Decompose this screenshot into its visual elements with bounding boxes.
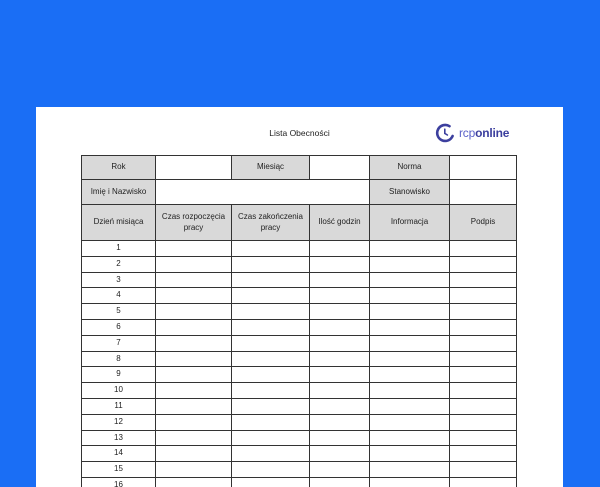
header-row-year (82, 156, 517, 180)
hours-cell[interactable] (310, 335, 370, 351)
start-time-cell[interactable] (156, 446, 232, 462)
end-time-cell[interactable] (232, 446, 310, 462)
sign-cell[interactable] (450, 288, 517, 304)
start-time-cell[interactable] (156, 414, 232, 430)
end-time-cell[interactable] (232, 256, 310, 272)
hours-cell[interactable] (310, 351, 370, 367)
hours-cell[interactable] (310, 414, 370, 430)
hours-cell[interactable] (310, 398, 370, 414)
day-number: 7 (82, 335, 156, 351)
table-row (82, 383, 517, 399)
col-dzien: Dzień misiąca (82, 205, 156, 241)
hours-cell[interactable] (310, 477, 370, 487)
info-cell[interactable] (370, 367, 450, 383)
day-number: 10 (82, 383, 156, 399)
day-number: 15 (82, 462, 156, 478)
start-time-cell[interactable] (156, 383, 232, 399)
start-time-cell[interactable] (156, 335, 232, 351)
end-time-cell[interactable] (232, 477, 310, 487)
col-sign: Podpis (450, 205, 517, 241)
miesiac-field[interactable] (310, 156, 370, 180)
day-number: 8 (82, 351, 156, 367)
day-number: 3 (82, 272, 156, 288)
day-number: 16 (82, 477, 156, 487)
rcponline-logo (435, 123, 509, 143)
end-time-cell[interactable] (232, 304, 310, 320)
col-hours: Ilość godzin (310, 205, 370, 241)
info-cell[interactable] (370, 414, 450, 430)
table-row (82, 446, 517, 462)
hours-cell[interactable] (310, 383, 370, 399)
sign-cell[interactable] (450, 477, 517, 487)
sign-cell[interactable] (450, 398, 517, 414)
day-number: 5 (82, 304, 156, 320)
table-row (82, 304, 517, 320)
info-cell[interactable] (370, 351, 450, 367)
end-time-cell[interactable] (232, 351, 310, 367)
attendance-sheet (36, 107, 563, 487)
hours-cell[interactable] (310, 367, 370, 383)
sign-cell[interactable] (450, 367, 517, 383)
hours-cell[interactable] (310, 430, 370, 446)
day-number: 2 (82, 256, 156, 272)
hours-cell[interactable] (310, 288, 370, 304)
col-info: Informacja (370, 205, 450, 241)
sign-cell[interactable] (450, 335, 517, 351)
miesiac-label: Miesiąc (232, 156, 310, 180)
info-cell[interactable] (370, 430, 450, 446)
sign-cell[interactable] (450, 430, 517, 446)
start-time-cell[interactable] (156, 430, 232, 446)
col-start: Czas rozpoczęcia pracy (156, 205, 232, 241)
sign-cell[interactable] (450, 351, 517, 367)
document-title: Lista Obecności (269, 128, 330, 138)
end-time-cell[interactable] (232, 414, 310, 430)
day-number: 12 (82, 414, 156, 430)
sign-cell[interactable] (450, 462, 517, 478)
start-time-cell[interactable] (156, 367, 232, 383)
info-cell[interactable] (370, 383, 450, 399)
end-time-cell[interactable] (232, 319, 310, 335)
table-row (82, 367, 517, 383)
table-row (82, 477, 517, 487)
info-cell[interactable] (370, 304, 450, 320)
day-number: 14 (82, 446, 156, 462)
start-time-cell[interactable] (156, 477, 232, 487)
end-time-cell[interactable] (232, 462, 310, 478)
info-cell[interactable] (370, 256, 450, 272)
hours-cell[interactable] (310, 304, 370, 320)
attendance-table (81, 155, 517, 487)
sign-cell[interactable] (450, 272, 517, 288)
clock-logo-icon (435, 123, 457, 143)
table-row (82, 462, 517, 478)
column-header-row (82, 205, 517, 241)
start-time-cell[interactable] (156, 319, 232, 335)
imie-label: Imię i Nazwisko (82, 180, 156, 205)
stanowisko-field[interactable] (450, 180, 517, 205)
table-row (82, 351, 517, 367)
table-row (82, 272, 517, 288)
info-cell[interactable] (370, 272, 450, 288)
info-cell[interactable] (370, 241, 450, 257)
start-time-cell[interactable] (156, 398, 232, 414)
end-time-cell[interactable] (232, 367, 310, 383)
table-row (82, 335, 517, 351)
table-row (82, 256, 517, 272)
hours-cell[interactable] (310, 319, 370, 335)
rok-field[interactable] (156, 156, 232, 180)
sign-cell[interactable] (450, 304, 517, 320)
rok-label: Rok (82, 156, 156, 180)
day-number: 6 (82, 319, 156, 335)
start-time-cell[interactable] (156, 241, 232, 257)
table-row (82, 398, 517, 414)
day-number: 1 (82, 241, 156, 257)
sign-cell[interactable] (450, 446, 517, 462)
hours-cell[interactable] (310, 446, 370, 462)
hours-cell[interactable] (310, 462, 370, 478)
day-number: 13 (82, 430, 156, 446)
start-time-cell[interactable] (156, 351, 232, 367)
start-time-cell[interactable] (156, 462, 232, 478)
table-row (82, 288, 517, 304)
norma-field[interactable] (450, 156, 517, 180)
day-number: 11 (82, 398, 156, 414)
end-time-cell[interactable] (232, 398, 310, 414)
end-time-cell[interactable] (232, 272, 310, 288)
hours-cell[interactable] (310, 272, 370, 288)
sign-cell[interactable] (450, 241, 517, 257)
info-cell[interactable] (370, 398, 450, 414)
info-cell[interactable] (370, 288, 450, 304)
header-row-name (82, 180, 517, 205)
sign-cell[interactable] (450, 319, 517, 335)
imie-field[interactable] (156, 180, 370, 205)
info-cell[interactable] (370, 319, 450, 335)
stanowisko-label: Stanowisko (370, 180, 450, 205)
sign-cell[interactable] (450, 383, 517, 399)
sign-cell[interactable] (450, 414, 517, 430)
logo-wordmark: rcponline (459, 126, 510, 140)
start-time-cell[interactable] (156, 288, 232, 304)
table-row (82, 241, 517, 257)
info-cell[interactable] (370, 446, 450, 462)
end-time-cell[interactable] (232, 241, 310, 257)
norma-label: Norma (370, 156, 450, 180)
hours-cell[interactable] (310, 256, 370, 272)
info-cell[interactable] (370, 477, 450, 487)
end-time-cell[interactable] (232, 430, 310, 446)
table-row (82, 319, 517, 335)
start-time-cell[interactable] (156, 256, 232, 272)
day-number: 9 (82, 367, 156, 383)
col-end: Czas zakończenia pracy (232, 205, 310, 241)
info-cell[interactable] (370, 462, 450, 478)
hours-cell[interactable] (310, 241, 370, 257)
end-time-cell[interactable] (232, 288, 310, 304)
table-row (82, 430, 517, 446)
sign-cell[interactable] (450, 256, 517, 272)
end-time-cell[interactable] (232, 335, 310, 351)
end-time-cell[interactable] (232, 383, 310, 399)
start-time-cell[interactable] (156, 272, 232, 288)
table-row (82, 414, 517, 430)
day-number: 4 (82, 288, 156, 304)
start-time-cell[interactable] (156, 304, 232, 320)
info-cell[interactable] (370, 335, 450, 351)
